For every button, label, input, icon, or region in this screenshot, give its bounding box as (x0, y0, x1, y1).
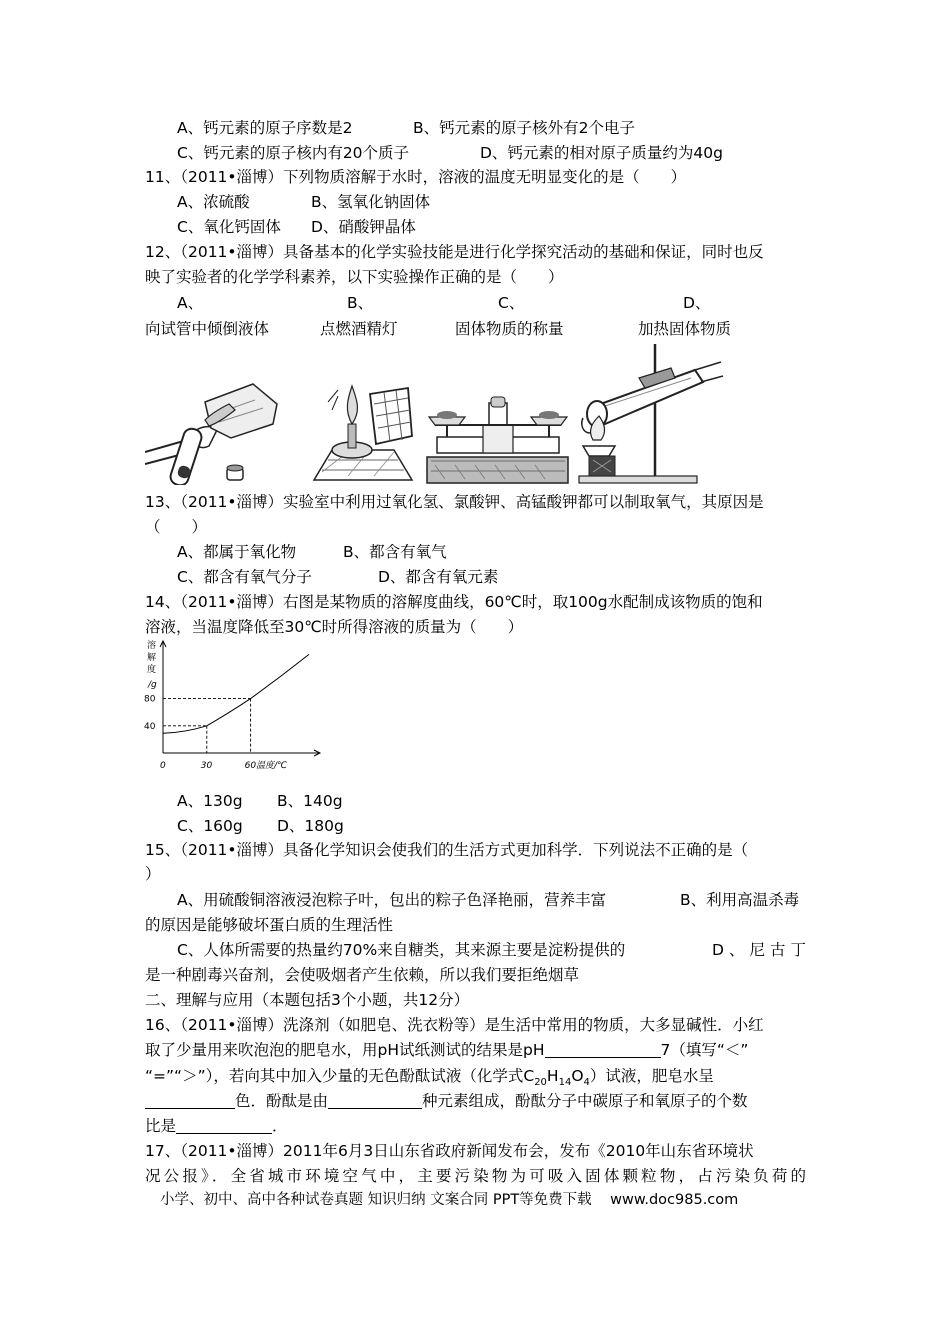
q10-option-c: C、钙元素的原子核内有20个质子 (177, 144, 410, 162)
q11-option-b: B、氢氧化钠固体 (311, 193, 431, 211)
q14-option-a: A、130g (177, 792, 243, 810)
q14-option-d: D、180g (277, 817, 344, 835)
y-axis-label (147, 639, 157, 690)
q13-stem-line1: 13、（2011•淄博）实验室中利用过氧化氢、氯酸钾、高锰酸钾都可以制取氧气，其原因是 (145, 493, 764, 511)
q16-line2-text: 取了少量用来吹泡泡的肥皂水，用pH试纸测试的结果是pH (145, 1041, 545, 1059)
q11-stem: 11、（2011•淄博）下列物质溶解于水时，溶液的温度无明显变化的是（ ） (145, 168, 687, 186)
q10-option-d: D、钙元素的相对原子质量约为40g (480, 144, 723, 162)
q13-option-d: D、都含有氧元素 (378, 568, 499, 586)
q16-line3-tail: ）试液，肥皂水呈 (589, 1067, 714, 1085)
y-axis-label-char: 解 (147, 653, 157, 663)
q15-option-d-cont: 是一种剧毒兴奋剂，会使吸烟者产生依赖，所以我们要拒绝烟草 (145, 966, 580, 984)
y-axis-label-char: 溶 (147, 641, 157, 651)
answer-blank-elements[interactable] (328, 1091, 422, 1109)
formula-o: O (571, 1067, 584, 1085)
q15-stem-line1: 15、（2011•淄博）具备化学知识会使我们的生活方式更加科学．下列说法不正确的是（ (145, 841, 749, 859)
q13-stem-line2: （ ） (145, 518, 208, 536)
q16-line4-text: 色．酚酞是由 (235, 1092, 329, 1110)
answer-blank-ratio[interactable] (176, 1116, 272, 1134)
footer-url[interactable]: www.doc985.com (610, 1192, 739, 1208)
formula-subscript: 20 (534, 1077, 547, 1089)
q16-line4 (145, 1089, 748, 1113)
q12-caption-c: 固体物质的称量 (455, 320, 564, 338)
q13-option-a: A、都属于氧化物 (177, 543, 297, 561)
q10-option-a: A、钙元素的原子序数是2 (177, 119, 353, 137)
x-tick-label: 30 (200, 761, 213, 771)
q14-option-b: B、140g (277, 792, 343, 810)
y-tick-label: 40 (144, 721, 156, 732)
formula-subscript: 14 (558, 1077, 572, 1089)
q12-stem-line1: 12、（2011•淄博）具备基本的化学实验技能是进行化学探究活动的基础和保证，同时也反 (145, 243, 764, 261)
q16-line5 (145, 1114, 288, 1138)
x-tick-label: 60 (244, 761, 257, 771)
q12-caption-a: 向试管中倾倒液体 (145, 320, 270, 338)
solubility-curve (163, 654, 309, 733)
q16-line4-tail: 种元素组成，酚酞分子中碳原子和氧原子的个数 (422, 1092, 748, 1110)
q16-line2-tail: 7（填写“＜” (660, 1041, 749, 1059)
q13-option-b: B、都含有氧气 (343, 543, 447, 561)
q12-caption-d: 加热固体物质 (638, 320, 732, 338)
x-tick-label: 0 (160, 761, 166, 771)
pouring-liquid-illustration (145, 380, 285, 485)
q12-option-b: B、 (347, 294, 374, 312)
lighting-alcohol-lamp-illustration (308, 380, 418, 485)
q16-line2 (145, 1038, 748, 1062)
q12-stem-line2: 映了实验者的化学学科素养，以下实验操作正确的是（ ） (145, 268, 564, 286)
q12-option-d: D、 (683, 294, 711, 312)
footer (160, 1188, 738, 1212)
q14-stem-line2: 溶液，当温度降低至30℃时所得溶液的质量为（ ） (145, 618, 524, 636)
q12-option-c: C、 (498, 294, 525, 312)
q10-option-b: B、钙元素的原子核外有2个电子 (413, 119, 635, 137)
q16-line1: 16、（2011•淄博）洗涤剂（如肥皂、洗衣粉等）是生活中常用的物质，大多显碱性．小红 (145, 1016, 764, 1034)
q16-line5-tail: ． (272, 1117, 288, 1135)
q11-option-d: D、硝酸钾晶体 (311, 218, 416, 236)
y-axis-label-char: 度 (147, 665, 157, 675)
q15-option-a: A、用硫酸铜溶液浸泡粽子叶，包出的粽子色泽艳丽，营养丰富 (177, 891, 607, 909)
balance-scale-illustration (425, 395, 570, 485)
footer-text: 小学、初中、高中各种试卷真题 知识归纳 文案合同 PPT等免费下载 (160, 1192, 592, 1208)
q15-option-c: C、人体所需要的热量约70%来自糖类，其来源主要是淀粉提供的 (177, 941, 626, 959)
q11-option-c: C、氧化钙固体 (177, 218, 281, 236)
q12-caption-b: 点燃酒精灯 (320, 320, 398, 338)
q12-option-a: A、 (177, 294, 204, 312)
q15-stem-line2: ） (145, 865, 161, 883)
x-axis-label: 温度/℃ (256, 761, 288, 771)
q16-line3-text: “=”“＞”），若向其中加入少量的无色酚酞试液（化学式C (145, 1067, 535, 1085)
q17-line2: 况公报》．全省城市环境空气中，主要污染物为可吸入固体颗粒物，占污染负荷的 (145, 1167, 806, 1185)
formula-h: H (546, 1067, 559, 1085)
section-2-heading: 二、理解与应用（本题包括3个小题，共12分） (145, 991, 470, 1009)
q15-option-d: D、尼古丁 (712, 941, 806, 959)
q17-line1: 17、（2011•淄博）2011年6月3日山东省政府新闻发布会，发布《2010年山东省环境状 (145, 1142, 754, 1160)
q11-option-a: A、浓硫酸 (177, 193, 250, 211)
q13-option-c: C、都含有氧气分子 (177, 568, 312, 586)
solubility-curve-chart (140, 638, 340, 773)
q15-option-b-cont: 的原因是能够破坏蛋白质的生理活性 (145, 916, 394, 934)
answer-blank-ph[interactable] (545, 1040, 661, 1058)
answer-blank-color[interactable] (145, 1091, 235, 1109)
q14-option-c: C、160g (177, 817, 243, 835)
y-tick-label: 80 (144, 694, 156, 705)
y-axis-unit: /g (148, 680, 157, 690)
formula-subscript: 4 (583, 1077, 590, 1089)
q16-line5-text: 比是 (145, 1117, 177, 1135)
heating-solid-illustration (575, 342, 725, 485)
q14-stem-line1: 14、（2011•淄博）右图是某物质的溶解度曲线，60℃时，取100g水配制成该物质的饱和 (145, 593, 763, 611)
q15-option-b: B、利用高温杀毒 (680, 891, 800, 909)
